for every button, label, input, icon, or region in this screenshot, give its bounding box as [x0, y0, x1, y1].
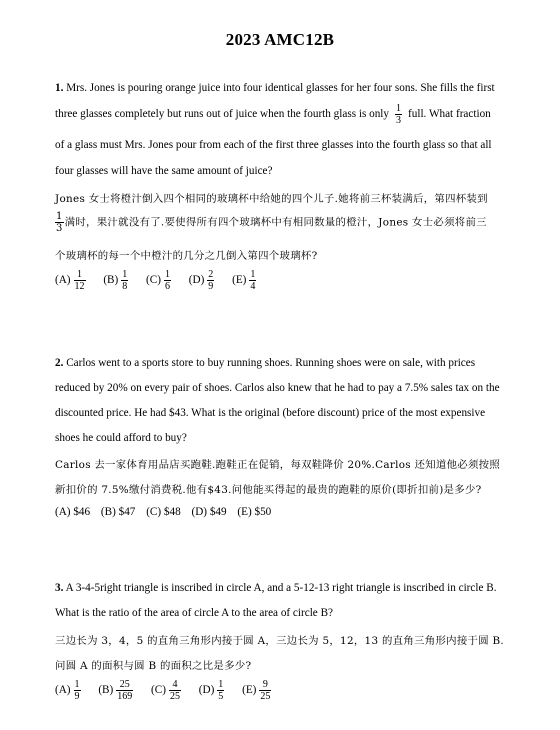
fraction-numerator: 4	[172, 679, 178, 690]
choice-d	[199, 679, 228, 702]
problem-1-zh-fraction	[55, 211, 64, 234]
problem-3-line-2: What is the ratio of the area of circle A to the area of circle B?	[55, 607, 333, 619]
fraction-denominator: 6	[164, 281, 170, 292]
choice-fraction	[169, 679, 181, 702]
problem-3-number: 3.	[55, 582, 64, 594]
choice-c	[151, 679, 184, 702]
problem-2-text-1: Carlos went to a sports store to buy running shoes. Running shoes were on sale, with prices	[66, 357, 476, 369]
choice-e	[232, 269, 259, 292]
problem-1-fraction	[395, 103, 402, 126]
choice-a	[55, 679, 84, 702]
fraction-denominator: 5	[218, 691, 224, 702]
choice-fraction	[121, 269, 128, 292]
choice-b	[98, 679, 136, 702]
fraction-numerator: 1	[250, 269, 256, 280]
choice-a: (A) $46	[55, 506, 91, 518]
problem-1-zh-2-text: 满时，果汁就没有了.要使得所有四个玻璃杯中有相同数量的橙汁，Jones 女士必须将前三	[64, 216, 487, 229]
choice-fraction	[249, 269, 256, 292]
choice-fraction	[164, 269, 171, 292]
choice-d: (D) $49	[191, 506, 227, 518]
fraction-denominator: 3	[56, 223, 63, 234]
choice-label: (B)	[98, 684, 114, 697]
choice-c: (C) $48	[146, 506, 181, 518]
fraction-denominator: 25	[169, 691, 180, 702]
problem-2-number: 2.	[55, 357, 64, 369]
problem-2-line-1	[55, 357, 510, 369]
choice-label: (E)	[232, 274, 247, 287]
fraction-denominator: 12	[74, 281, 85, 292]
problem-2-zh-1: Carlos 去一家体育用品店买跑鞋.跑鞋正在促销，每双鞋降价 20%.Carlos 还知道他必须按照	[55, 459, 501, 471]
fraction-numerator: 1	[164, 269, 170, 280]
problem-1-line-3: of a glass must Mrs. Jones pour from each of the first three glasses into the fourth glass so that all	[55, 139, 492, 151]
problem-3-line-1	[55, 582, 510, 594]
choice-a	[55, 269, 89, 292]
choice-e	[242, 679, 274, 702]
choice-label: (D)	[198, 684, 215, 697]
fraction-numerator: 1	[77, 269, 83, 280]
problem-1-text-2a: three glasses completely but runs out of juice when the fourth glass is only	[55, 108, 390, 121]
problem-3-choices	[55, 679, 286, 702]
choice-label: (E)	[242, 684, 257, 697]
fraction-numerator: 25	[119, 679, 130, 690]
choice-label: (B)	[103, 274, 119, 287]
choice-fraction	[259, 679, 271, 702]
fraction-denominator: 25	[260, 691, 271, 702]
fraction-denominator: 9	[74, 691, 80, 702]
fraction-denominator: 3	[396, 115, 402, 126]
fraction-numerator: 2	[208, 269, 214, 280]
fraction-denominator: 8	[122, 281, 128, 292]
problem-1-choices	[55, 269, 271, 292]
choice-fraction	[74, 269, 86, 292]
choice-fraction	[74, 679, 81, 702]
page-title: 2023 AMC12B	[225, 30, 335, 49]
choice-label: (C)	[151, 684, 166, 697]
fraction-numerator: 1	[74, 679, 80, 690]
fraction-numerator: 1	[56, 211, 63, 222]
fraction-numerator: 1	[396, 103, 402, 114]
problem-3-text-1: A 3-4-5right triangle is inscribed in circle A, and a 5-12-13 right triangle is inscribed in circle B.	[65, 582, 497, 594]
choice-fraction	[217, 679, 224, 702]
problem-1-zh-2	[55, 211, 510, 234]
problem-2-line-4: shoes he could afford to buy?	[55, 432, 187, 444]
problem-2-line-3: discounted price. He had $43. What is the original (before discount) price of the most expensive	[55, 407, 486, 419]
problem-1-text-2b: full. What fraction	[408, 108, 491, 121]
problem-1-zh-1: Jones 女士将橙汁倒入四个相同的玻璃杯中给她的四个儿子.她将前三杯装满后，第四杯装到	[55, 193, 488, 205]
problem-1-number: 1.	[55, 82, 64, 94]
fraction-denominator: 4	[250, 281, 256, 292]
problem-1-line-4: four glasses will have the same amount of juice?	[55, 165, 273, 177]
problem-1-zh-3: 个玻璃杯的每一个中橙汁的几分之几倒入第四个玻璃杯?	[55, 250, 318, 262]
problem-3-zh-1: 三边长为 3，4，5 的直角三角形内接于圆 A，三边长为 5，12，13 的直角三角形内接于圆 B.	[55, 635, 505, 647]
choice-label: (D)	[188, 274, 205, 287]
fraction-numerator: 9	[262, 679, 268, 690]
fraction-denominator: 169	[117, 691, 133, 702]
choice-d	[189, 269, 218, 292]
choice-b: (B) $47	[100, 506, 136, 518]
problem-2-line-2: reduced by 20% on every pair of shoes. Carlos also knew that he had to pay a 7.5% sales tax on the	[55, 382, 500, 394]
choice-label: (A)	[55, 684, 71, 697]
choice-b	[103, 269, 131, 292]
choice-fraction	[207, 269, 214, 292]
choice-c	[146, 269, 174, 292]
problem-2-choices	[55, 506, 279, 518]
choice-label: (C)	[146, 274, 161, 287]
fraction-numerator: 1	[218, 679, 224, 690]
problem-1-line-1	[55, 82, 510, 94]
fraction-denominator: 9	[208, 281, 214, 292]
choice-fraction	[116, 679, 133, 702]
problem-2-zh-2: 新扣价的 7.5%缴付消费税.他有$43.问他能买得起的最贵的跑鞋的原价(即折扣前)是多少?	[55, 484, 482, 496]
fraction-numerator: 1	[122, 269, 128, 280]
problem-1-line-2	[55, 103, 510, 126]
problem-1-text-1: Mrs. Jones is pouring orange juice into four identical glasses for her four sons. She fills the first	[66, 82, 495, 94]
choice-label: (A)	[55, 274, 71, 287]
problem-3-zh-2: 问圆 A 的面积与圆 B 的面积之比是多少?	[55, 660, 252, 672]
choice-e: (E) $50	[237, 506, 272, 518]
